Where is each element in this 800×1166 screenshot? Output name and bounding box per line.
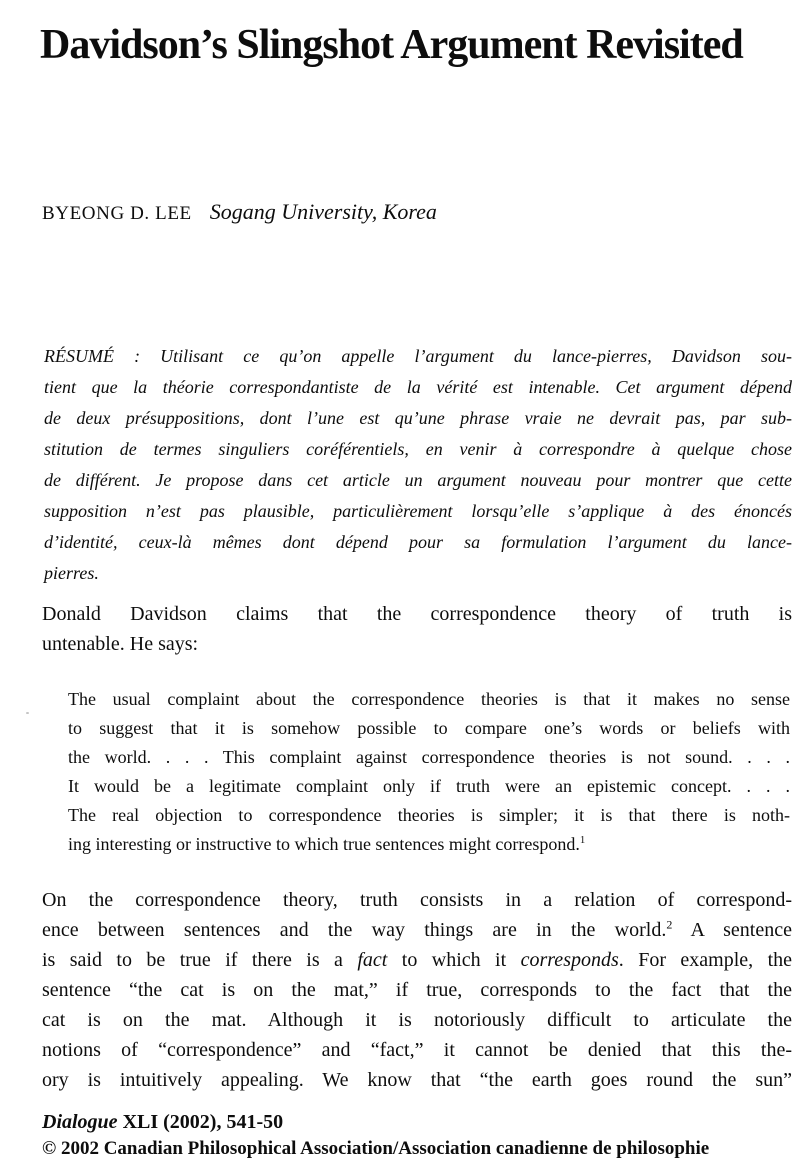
text-line: supposition n’est pas plausible, particulièrement lorsqu’elle s’applique à des énoncés	[44, 501, 792, 521]
text-line: cat is on the mat. Although it is notoriously difficult to articulate the	[42, 1009, 792, 1031]
text-line: The usual complaint about the correspondence theories is that it makes no sense	[68, 689, 790, 709]
text-line: the world. . . . This complaint against correspondence theories is not sound. . . .	[68, 747, 790, 767]
text-line: notions of “correspondence” and “fact,” it cannot be denied that this the-	[42, 1039, 792, 1061]
text-line: It would be a legitimate complaint only if truth were an epistemic concept. . . .	[68, 776, 790, 796]
paper-title: Davidson’s Slingshot Argument Revisited	[40, 22, 743, 69]
text-line: ing interesting or instructive to which true sentences might correspond.$^1$	[68, 834, 586, 854]
text-line: stitution de termes singuliers coréférentiels, en venir à correspondre à quelque chose	[44, 439, 792, 459]
text-line: ence between sentences and the way things are in the world.$^2$ A sentence	[42, 917, 792, 941]
scan-speck	[26, 712, 29, 714]
page-footer	[42, 1109, 798, 1162]
text-line: RÉSUMÉ : Utilisant ce qu’on appelle l’argument du lance-pierres, Davidson sou-	[44, 346, 792, 366]
text-line: de différent. Je propose dans cet article un argument nouveau pour montrer que cette	[44, 470, 792, 490]
journal-citation: Dialogue XLI (2002), 541-50	[42, 1111, 284, 1133]
block-quote	[68, 685, 790, 859]
body-paragraph-1	[42, 599, 792, 659]
author-line	[42, 199, 437, 225]
text-line: is said to be true if there is a fact to which it corresponds. For example, the	[42, 949, 793, 971]
text-line: Donald Davidson claims that the correspondence theory of truth is	[42, 603, 792, 625]
abstract-resume	[44, 341, 792, 589]
text-line: to suggest that it is somehow possible to compare one’s words or beliefs with	[68, 718, 790, 738]
text-line: pierres.	[44, 563, 99, 583]
author-affiliation: Sogang University, Korea	[209, 199, 437, 224]
text-line: The real objection to correspondence theories is simpler; it is that there is noth-	[68, 805, 790, 825]
text-line: On the correspondence theory, truth consists in a relation of correspond-	[42, 889, 792, 911]
copyright-notice: © 2002 Canadian Philosophical Association/Association canadienne de philosophie	[42, 1138, 710, 1159]
text-line: untenable. He says:	[42, 633, 199, 655]
text-line: tient que la théorie correspondantiste de la vérité est intenable. Cet argument dépend	[44, 377, 792, 397]
author-name: BYEONG D. LEE	[42, 203, 192, 224]
body-paragraph-2	[42, 885, 792, 1095]
text-line: ory is intuitively appealing. We know that “the earth goes round the sun”	[42, 1069, 792, 1091]
text-line: de deux présuppositions, dont l’une est qu’une phrase vraie ne devrait pas, par sub-	[44, 408, 792, 428]
text-line: sentence “the cat is on the mat,” if true, corresponds to the fact that the	[42, 979, 792, 1001]
text-line: d’identité, ceux-là mêmes dont dépend pour sa formulation l’argument du lance-	[44, 532, 792, 552]
